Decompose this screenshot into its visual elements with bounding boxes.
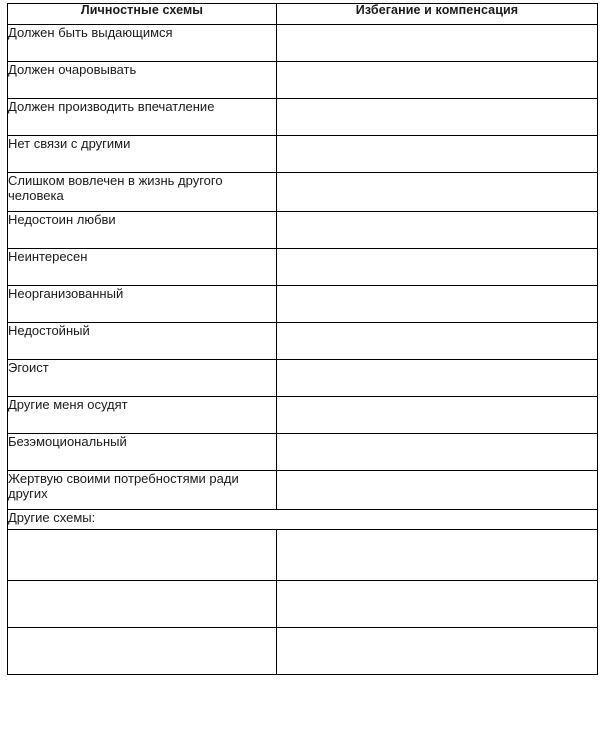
schema-label: Недостоин любви — [8, 212, 277, 249]
table-row — [8, 581, 598, 628]
table-row — [8, 25, 598, 62]
schema-label-blank[interactable] — [8, 581, 277, 628]
schema-label: Должен быть выдающимся — [8, 25, 277, 62]
avoidance-answer-field[interactable] — [277, 249, 598, 286]
schema-label: Нет связи с другими — [8, 136, 277, 173]
table-row — [8, 136, 598, 173]
schema-label: Должен очаровывать — [8, 62, 277, 99]
table-row — [8, 212, 598, 249]
other-schemas-label: Другие схемы: — [8, 510, 598, 530]
schema-label: Должен производить впечатление — [8, 99, 277, 136]
table-header — [8, 4, 598, 25]
avoidance-answer-field[interactable] — [277, 323, 598, 360]
avoidance-answer-field[interactable] — [277, 530, 598, 581]
avoidance-answer-field[interactable] — [277, 25, 598, 62]
table-row — [8, 173, 598, 212]
schema-label: Неинтересен — [8, 249, 277, 286]
schema-label: Слишком вовлечен в жизнь другого человека — [8, 173, 277, 212]
table-header-row — [8, 4, 598, 25]
table-row — [8, 286, 598, 323]
avoidance-answer-field[interactable] — [277, 360, 598, 397]
avoidance-answer-field[interactable] — [277, 173, 598, 212]
table-row — [8, 434, 598, 471]
schema-label: Жертвую своими потребностями ради других — [8, 471, 277, 510]
schema-label: Другие меня осудят — [8, 397, 277, 434]
schema-label-blank[interactable] — [8, 530, 277, 581]
table-row — [8, 397, 598, 434]
table-row — [8, 249, 598, 286]
schema-label: Безэмоциональный — [8, 434, 277, 471]
schema-label: Эгоист — [8, 360, 277, 397]
avoidance-answer-field[interactable] — [277, 62, 598, 99]
avoidance-answer-field[interactable] — [277, 471, 598, 510]
table-row — [8, 628, 598, 675]
schema-label: Недостойный — [8, 323, 277, 360]
avoidance-answer-field[interactable] — [277, 397, 598, 434]
avoidance-answer-field[interactable] — [277, 136, 598, 173]
column-header-avoidance: Избегание и компенсация — [277, 4, 598, 25]
table-row — [8, 471, 598, 510]
avoidance-answer-field[interactable] — [277, 99, 598, 136]
worksheet-sheet — [7, 3, 597, 675]
other-schemas-row — [8, 510, 598, 530]
schema-label: Неорганизованный — [8, 286, 277, 323]
avoidance-answer-field[interactable] — [277, 286, 598, 323]
schema-label-blank[interactable] — [8, 628, 277, 675]
table-row — [8, 99, 598, 136]
avoidance-answer-field[interactable] — [277, 628, 598, 675]
table-row — [8, 530, 598, 581]
table-row — [8, 360, 598, 397]
personal-schemas-table — [7, 3, 598, 675]
column-header-schema: Личностные схемы — [8, 4, 277, 25]
avoidance-answer-field[interactable] — [277, 581, 598, 628]
avoidance-answer-field[interactable] — [277, 212, 598, 249]
table-row — [8, 62, 598, 99]
avoidance-answer-field[interactable] — [277, 434, 598, 471]
table-row — [8, 323, 598, 360]
table-body — [8, 25, 598, 675]
